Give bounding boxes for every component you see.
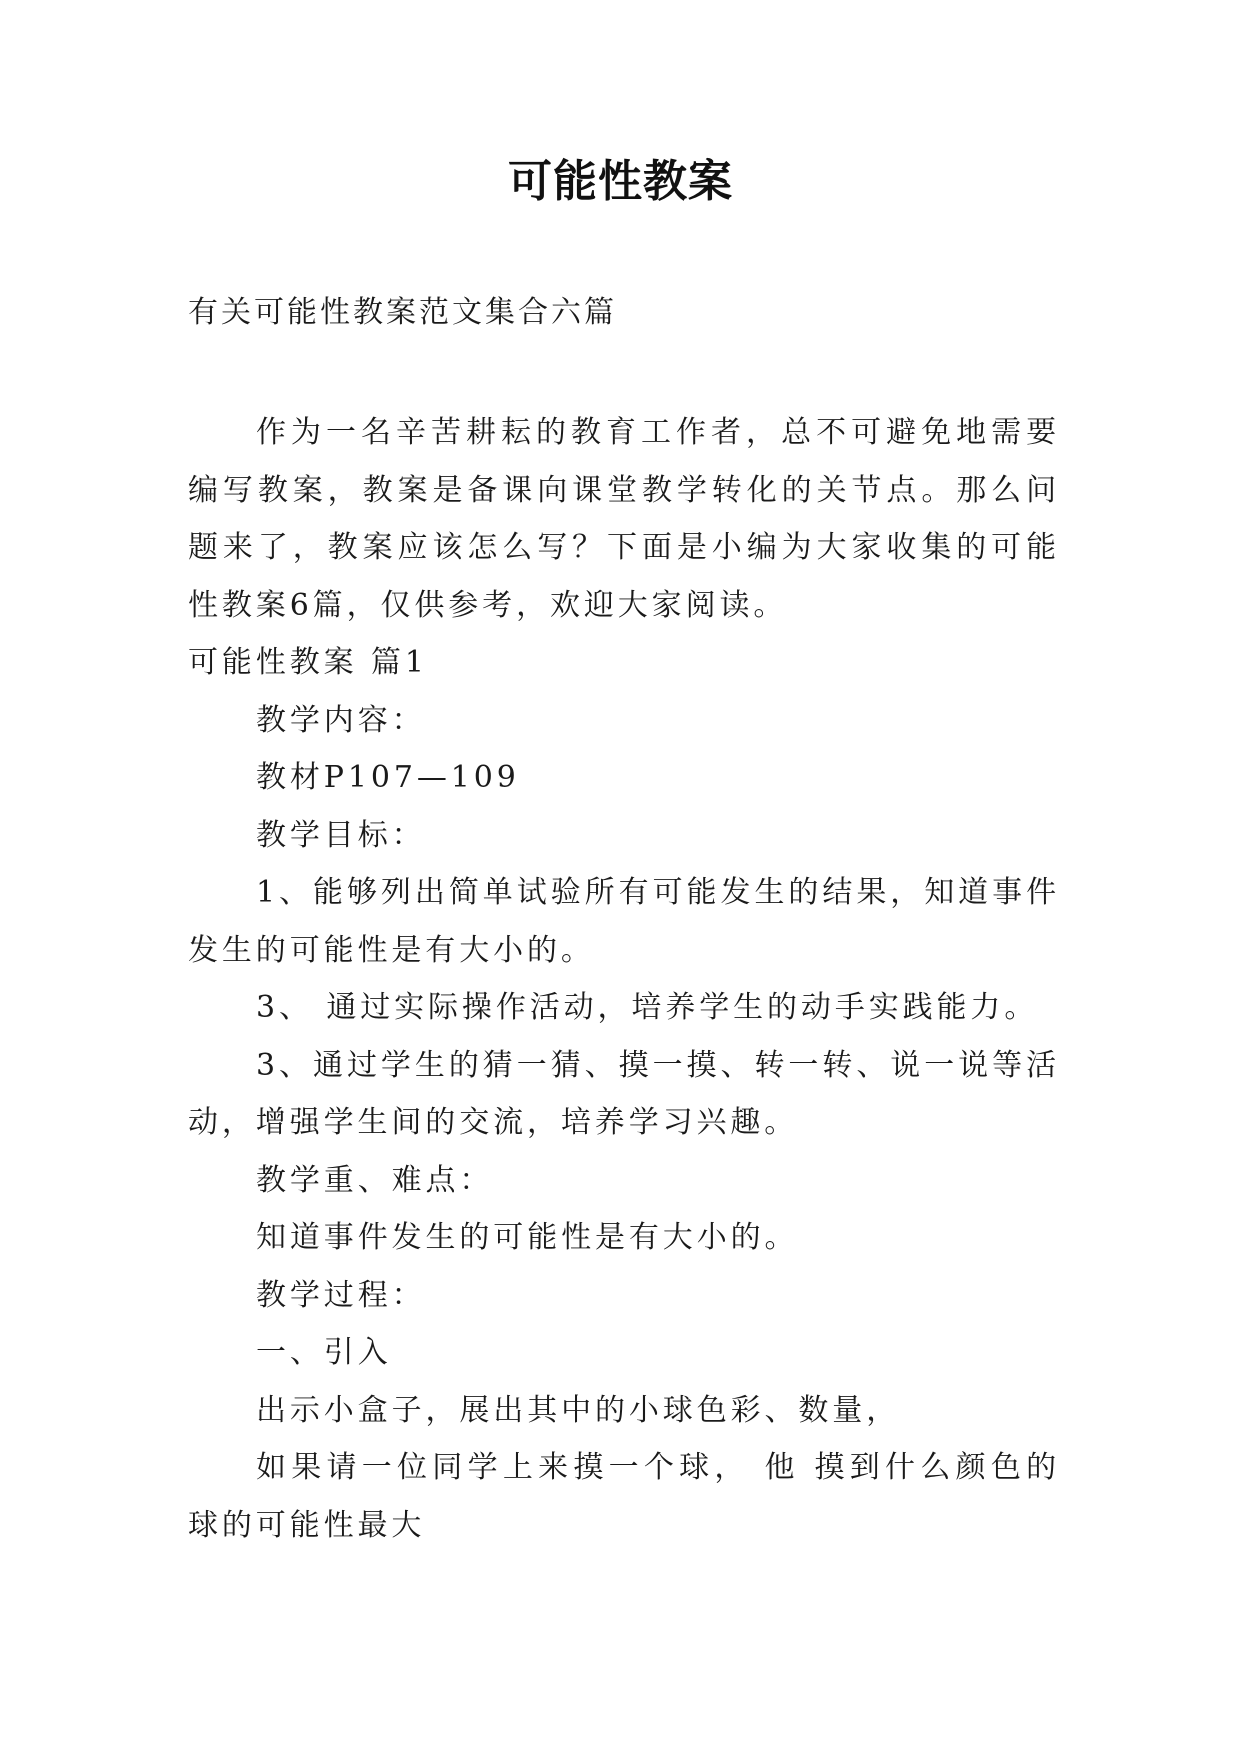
body-paragraph: 出示小盒子，展出其中的小球色彩、数量， [256,1392,901,1428]
body-paragraph: 教材P107—109 [256,760,520,795]
document-body [188,404,1060,1554]
body-paragraph: 如果请一位同学上来摸一个球， 他 摸到什么颜色的球的可能性最大 [188,1450,1060,1543]
body-paragraph: 知道事件发生的可能性是有大小的。 [256,1220,799,1255]
body-paragraph: 3、 通过实际操作活动，培养学生的动手实践能力。 [256,990,1039,1025]
body-paragraph: 一、引入 [256,1335,392,1370]
body-paragraph: 1、能够列出简单试验所有可能发生的结果，知道事件发生的可能性是有大小的。 [188,875,1060,968]
section-heading: 可能性教案 篇1 [188,645,428,680]
intro-paragraph: 作为一名辛苦耕耘的教育工作者，总不可避免地需要编写教案，教案是备课向课堂教学转化的关节点。那么问题来了，教案应该怎么写？下面是小编为大家收集的可能性教案6篇，仅供参考，欢迎大家阅读。 [188,415,1060,623]
document-title: 可能性教案 [508,156,733,207]
body-paragraph: 教学内容： [256,702,426,738]
body-paragraph: 教学目标： [256,817,426,853]
body-paragraph: 教学重、难点： [256,1162,494,1198]
document-subtitle: 有关可能性教案范文集合六篇 [188,295,617,330]
body-paragraph: 3、通过学生的猜一猜、摸一摸、转一转、说一说等活动，增强学生间的交流，培养学习兴趣。 [188,1047,1060,1140]
body-paragraph: 教学过程： [256,1277,426,1313]
